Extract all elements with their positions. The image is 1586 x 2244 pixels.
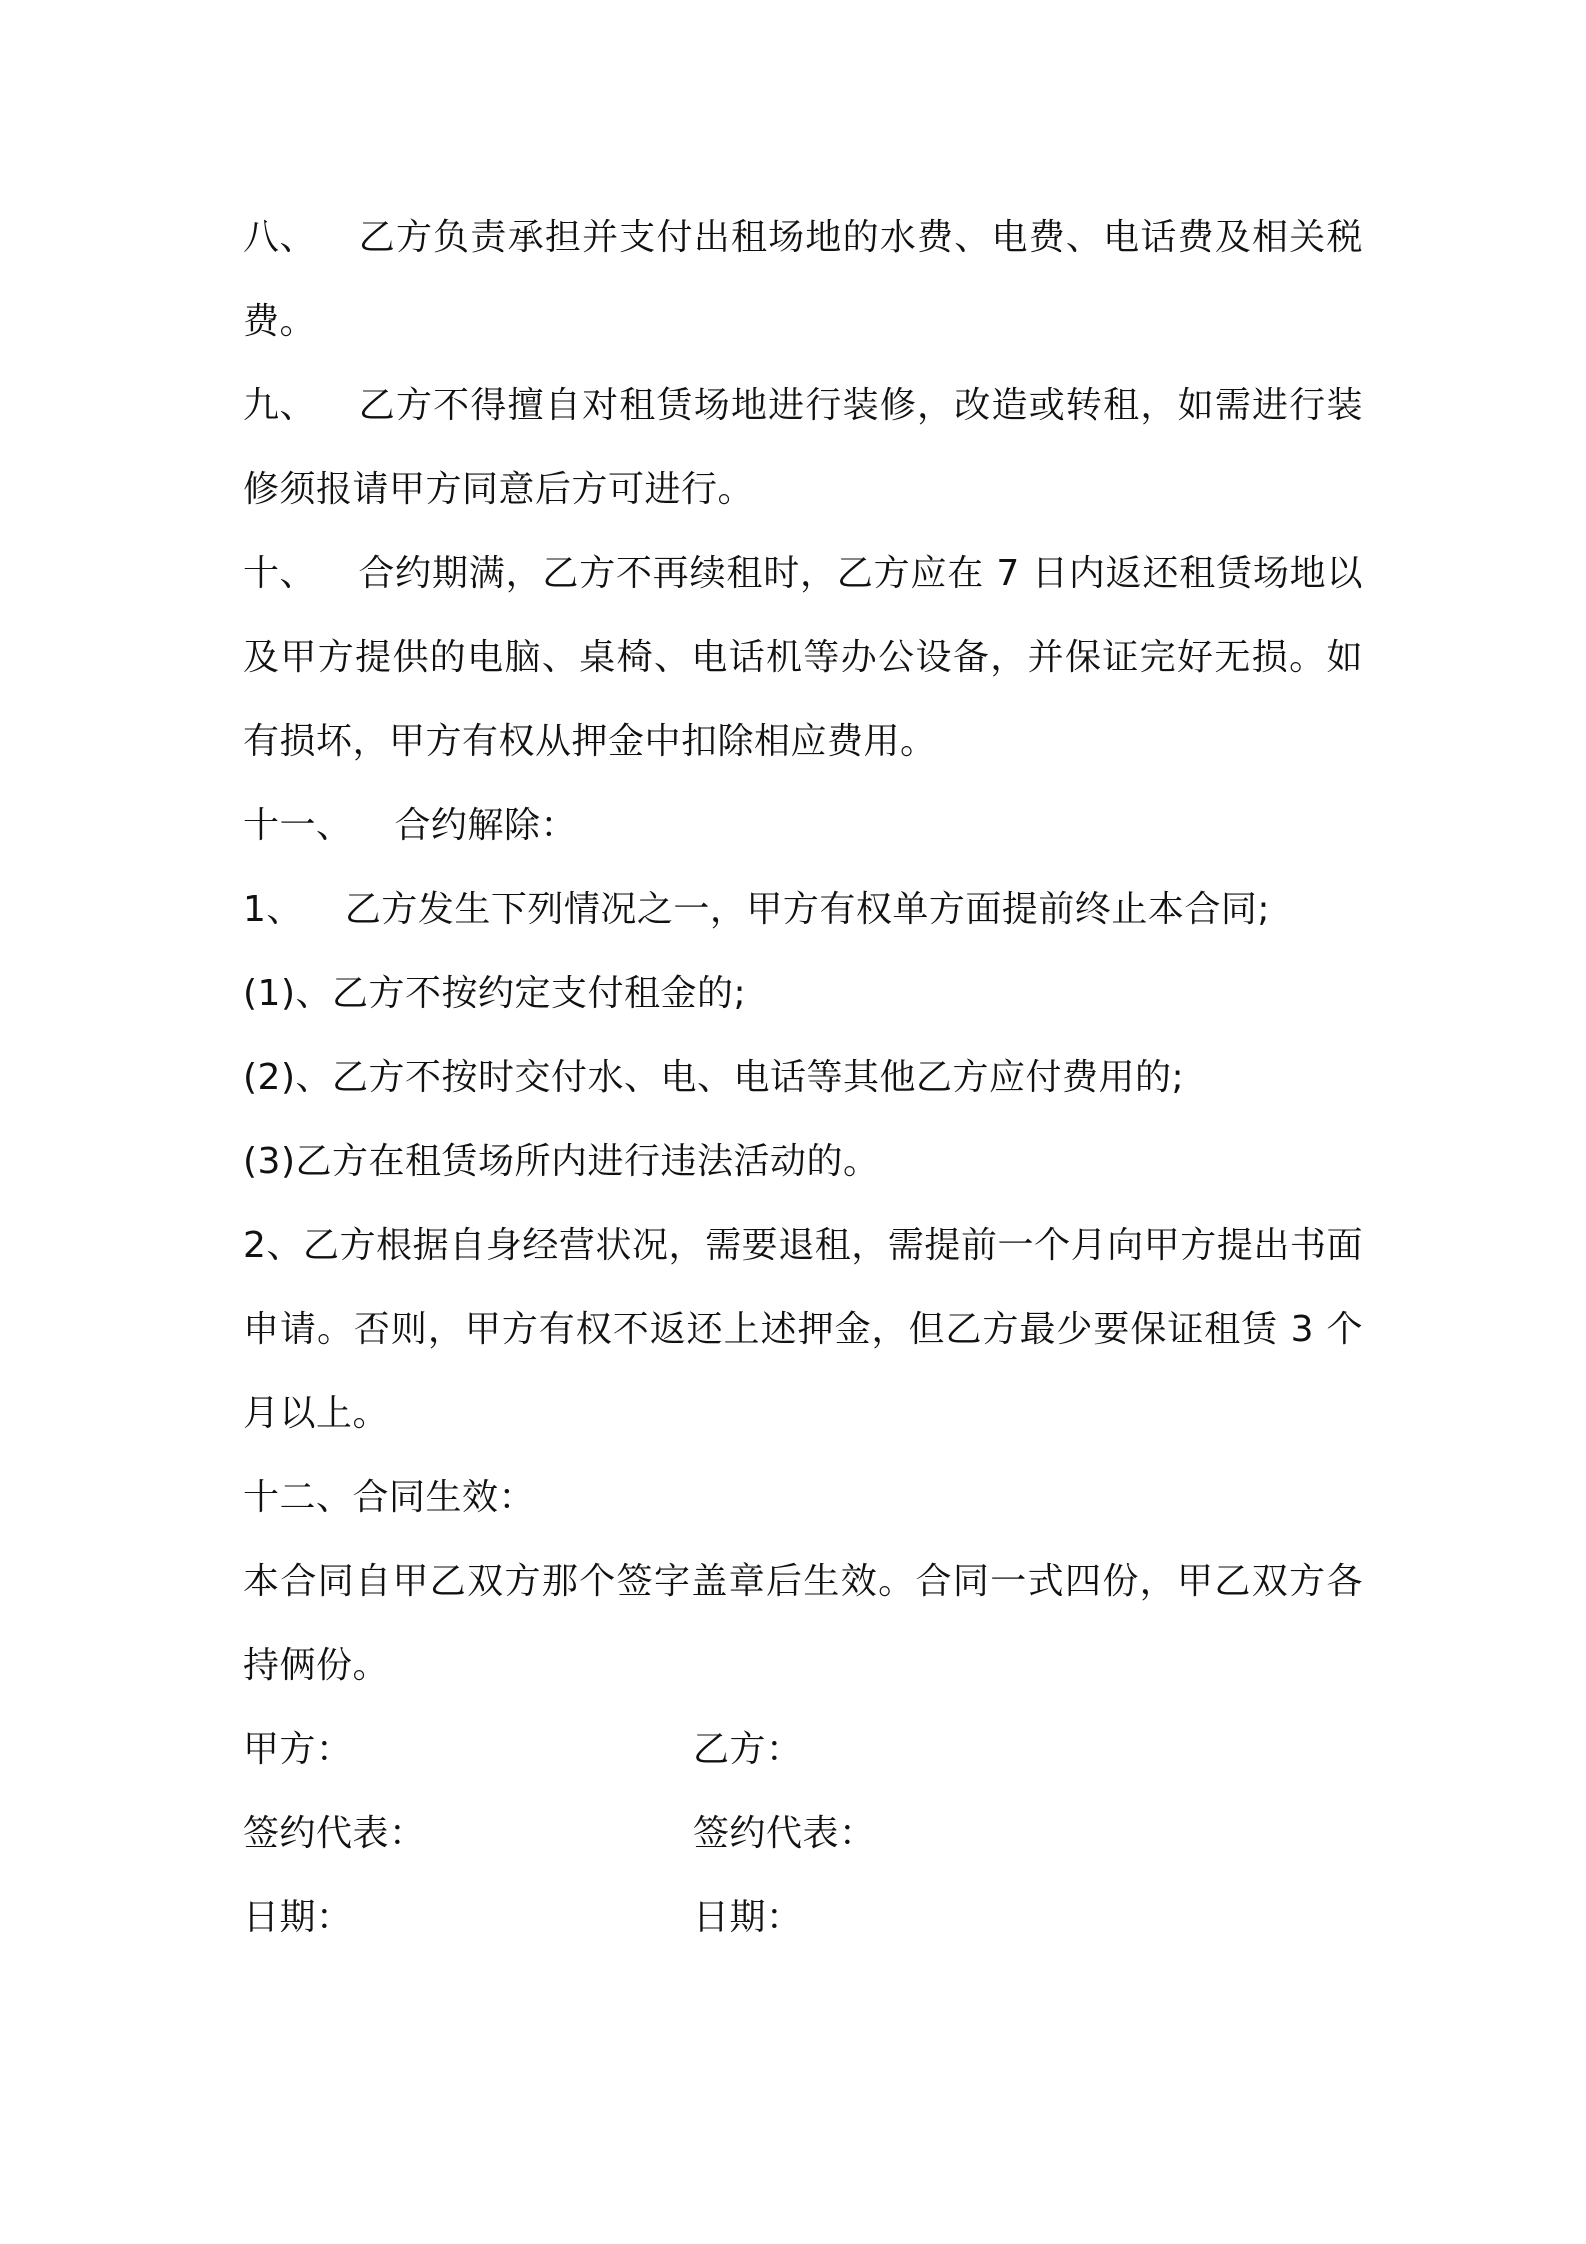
contract-body bbox=[243, 196, 1363, 1960]
sub-clause-text: 乙方发生下列情况之一，甲方有权单方面提前终止本合同; bbox=[344, 889, 1271, 930]
clause-text: 乙方负责承担并支付出租场地的水费、电费、电话费及相关税费。 bbox=[243, 217, 1363, 342]
representative-a-label: 签约代表： bbox=[243, 1813, 426, 1854]
clause-9 bbox=[243, 364, 1363, 532]
party-b-label: 乙方： bbox=[693, 1729, 803, 1770]
condition-item-2: (2)、乙方不按时交付水、电、电话等其他乙方应付费用的; bbox=[243, 1057, 1185, 1098]
clause-number: 十一、 bbox=[243, 805, 353, 846]
signature-row-date bbox=[243, 1876, 1363, 1960]
date-a-label: 日期： bbox=[243, 1897, 353, 1938]
clause-text: 合约期满，乙方不再续租时，乙方应在 7 日内返还租赁场地以及甲方提供的电脑、桌椅、电话机等办公设备，并保证完好无损。如有损坏，甲方有权从押金中扣除相应费用。 bbox=[243, 553, 1363, 762]
clause-text: 乙方不得擅自对租赁场地进行装修，改造或转租，如需进行装修须报请甲方同意后方可进行。 bbox=[243, 385, 1363, 510]
signature-row-party bbox=[243, 1708, 1363, 1792]
sub-clause-1 bbox=[243, 868, 1363, 952]
date-b-label: 日期： bbox=[693, 1897, 803, 1938]
clause-number: 九、 bbox=[243, 385, 317, 426]
sub-clause-2: 2、乙方根据自身经营状况，需要退租，需提前一个月向甲方提出书面申请。否则，甲方有权不返还上述押金，但乙方最少要保证租赁 3 个月以上。 bbox=[243, 1225, 1363, 1434]
condition-item-1: (1)、乙方不按约定支付租金的; bbox=[243, 973, 747, 1014]
sub-clause-number: 1、 bbox=[243, 889, 303, 930]
clause-number: 十、 bbox=[243, 553, 317, 594]
clause-12-text: 本合同自甲乙双方那个签字盖章后生效。合同一式四份，甲乙双方各持俩份。 bbox=[243, 1561, 1363, 1686]
clause-text: 合约解除： bbox=[394, 805, 578, 846]
clause-12-title: 十二、合同生效： bbox=[243, 1477, 536, 1518]
party-a-label: 甲方： bbox=[243, 1729, 353, 1770]
clause-11 bbox=[243, 784, 1363, 868]
clause-number: 八、 bbox=[243, 217, 317, 258]
signature-row-representative bbox=[243, 1792, 1363, 1876]
clause-8 bbox=[243, 196, 1363, 364]
condition-item-3: (3)乙方在租赁场所内进行违法活动的。 bbox=[243, 1141, 880, 1182]
representative-b-label: 签约代表： bbox=[693, 1813, 876, 1854]
clause-10 bbox=[243, 532, 1363, 784]
